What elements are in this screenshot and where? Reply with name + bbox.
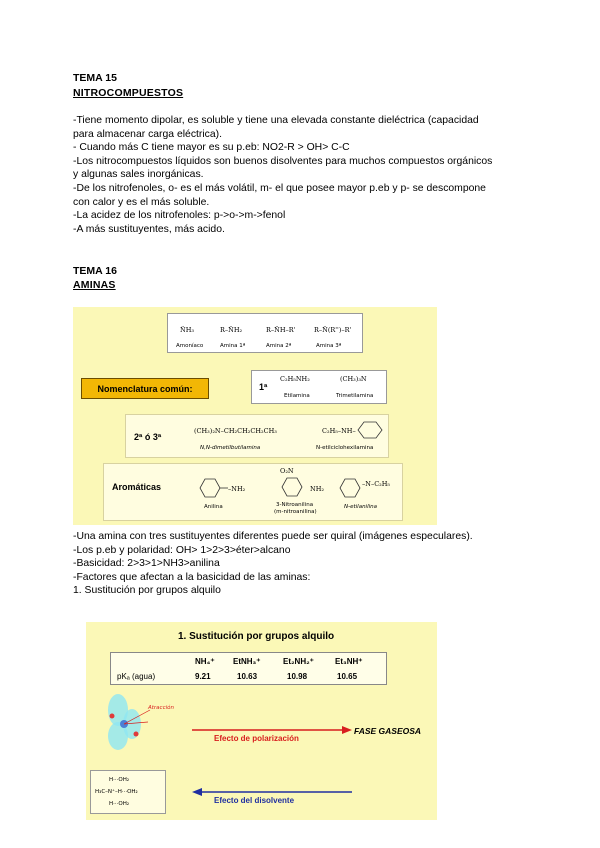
atraccion-label: Atracción bbox=[148, 705, 174, 711]
polarizacion-label: Efecto de polarización bbox=[214, 734, 299, 743]
header-nh4: NH₄⁺ bbox=[195, 657, 215, 666]
nitroanilina-group: NH₂ bbox=[310, 485, 324, 493]
fase-gaseosa-label: FASE GASEOSA bbox=[354, 726, 422, 736]
tema16-title: TEMA 16 bbox=[73, 265, 117, 277]
nitroanilina-alt-name: (m-nitroanilina) bbox=[274, 509, 317, 515]
tema16-body bbox=[73, 530, 533, 598]
tema15-subtitle: NITROCOMPUESTOS bbox=[73, 87, 184, 99]
disolvente-label: Efecto del disolvente bbox=[214, 796, 295, 805]
cyclohexane-ring bbox=[358, 420, 382, 440]
primary-amines-box bbox=[251, 370, 387, 404]
text-line: -De los nitrofenoles, o- es el más volátil, m- el que posee mayor p.eb y p- se descompone bbox=[73, 182, 486, 194]
benzene-ring-nitroanilina bbox=[282, 477, 304, 497]
label-ammonia: Amoníaco bbox=[176, 343, 204, 349]
benzene-ring-anilina bbox=[200, 478, 230, 498]
amine-types-box bbox=[167, 313, 363, 353]
primary-formula-1: C₂H₅NH₂ bbox=[280, 375, 310, 383]
tema15-title: TEMA 15 bbox=[73, 72, 117, 84]
pka-value: 9.21 bbox=[195, 672, 211, 681]
amine-nomenclature-figure bbox=[73, 307, 437, 525]
text-line: -Basicidad: 2>3>1>NH3>anilina bbox=[73, 558, 220, 570]
aromaticas-label: Aromáticas bbox=[112, 482, 162, 492]
anilina-group: –NH₂ bbox=[228, 485, 246, 493]
pka-table bbox=[110, 652, 387, 685]
text-line: -Tiene momento dipolar, es soluble y tiene una elevada constante dieléctrica (capacidad bbox=[73, 115, 479, 126]
text-line: -Los nitrocompuestos líquidos son buenos disolventes para muchos compuestos orgánicos bbox=[73, 155, 493, 167]
primary-formula-2: (CH₃)₃N bbox=[340, 375, 367, 383]
aromatic-amines-box bbox=[103, 463, 403, 521]
text-line: -La acidez de los nitrofenoles: p->o->m->fenol bbox=[73, 210, 286, 222]
text-line: -Una amina con tres sustituyentes diferentes puede ser quiral (imágenes especulares). bbox=[73, 531, 473, 542]
header-etnh3: EtNH₃⁺ bbox=[233, 657, 261, 666]
formula-ammonia: N̈H₃ bbox=[180, 326, 194, 334]
alkyl-substitution-figure bbox=[86, 622, 437, 820]
secondary-name-2: N-etilciclohexilamina bbox=[316, 445, 374, 451]
secondary-amines-box bbox=[125, 414, 389, 458]
tema15-body bbox=[73, 114, 533, 236]
nomenclatura-label: Nomenclatura común: bbox=[81, 378, 209, 399]
label-secondary: Amina 2ª bbox=[266, 343, 292, 349]
header-et3nh: Et₃NH⁺ bbox=[335, 657, 363, 666]
solvent-structure-box bbox=[90, 770, 166, 814]
text-line: -Factores que afectan a la basicidad de las aminas: bbox=[73, 571, 311, 583]
primary-tag: 1ª bbox=[259, 382, 268, 392]
etilanilina-name: N-etilanilina bbox=[344, 504, 377, 510]
secondary-name-1: N,N-dimetilbutilamina bbox=[200, 445, 261, 451]
formula-primary: R–N̈H₂ bbox=[220, 326, 243, 334]
text-line: - Cuando más C tiene mayor es su p.eb: NO2-R > OH> C-C bbox=[73, 142, 350, 154]
text-line: con calor y es el más soluble. bbox=[73, 196, 210, 208]
text-line: -A más sustituyentes, más acido. bbox=[73, 223, 225, 235]
figure2-title: 1. Sustitución por grupos alquilo bbox=[178, 631, 335, 642]
pka-value: 10.63 bbox=[237, 672, 258, 681]
secondary-tag: 2ª ó 3ª bbox=[134, 432, 162, 442]
row-label-pka: pKₐ (agua) bbox=[117, 672, 156, 681]
label-tertiary: Amina 3ª bbox=[316, 343, 342, 349]
pka-value: 10.98 bbox=[287, 672, 308, 681]
etilanilina-group: –N–C₂H₅ bbox=[362, 480, 391, 488]
text-line: y algunas sales inorgánicas. bbox=[73, 169, 204, 181]
text-line: para almacenar carga eléctrica). bbox=[73, 128, 223, 140]
text-line: 1. Sustitución por grupos alquilo bbox=[73, 585, 221, 597]
anilina-name: Anilina bbox=[204, 504, 223, 510]
solvation-illustration bbox=[88, 688, 168, 760]
solvent-formula: H₃C–N⁺–H···OH₂ bbox=[95, 789, 138, 795]
secondary-formula-2: C₂H₅–NH– bbox=[322, 427, 356, 435]
nitro-group: O₂N bbox=[280, 467, 294, 475]
header-et2nh2: Et₂NH₂⁺ bbox=[283, 657, 314, 666]
pka-value: 10.65 bbox=[337, 672, 358, 681]
primary-name-1: Etilamina bbox=[284, 393, 310, 399]
solvent-formula: H···OH₂ bbox=[109, 777, 130, 783]
tema16-subtitle: AMINAS bbox=[73, 279, 116, 291]
solvent-formula: H···OH₂ bbox=[109, 801, 130, 807]
formula-tertiary: R–N̈(R'')–R' bbox=[314, 326, 352, 334]
label-primary: Amina 1ª bbox=[220, 343, 246, 349]
text-line: -Los p.eb y polaridad: OH> 1>2>3>éter>alcano bbox=[73, 544, 291, 556]
nitroanilina-name: 3-Nitroanilina bbox=[276, 502, 314, 508]
formula-secondary: R–N̈H–R' bbox=[266, 326, 296, 334]
primary-name-2: Trimetilamina bbox=[336, 393, 374, 399]
benzene-ring-etilanilina bbox=[340, 478, 362, 498]
secondary-formula-1: (CH₃)₂N–CH₂CH₂CH₂CH₃ bbox=[194, 427, 277, 435]
